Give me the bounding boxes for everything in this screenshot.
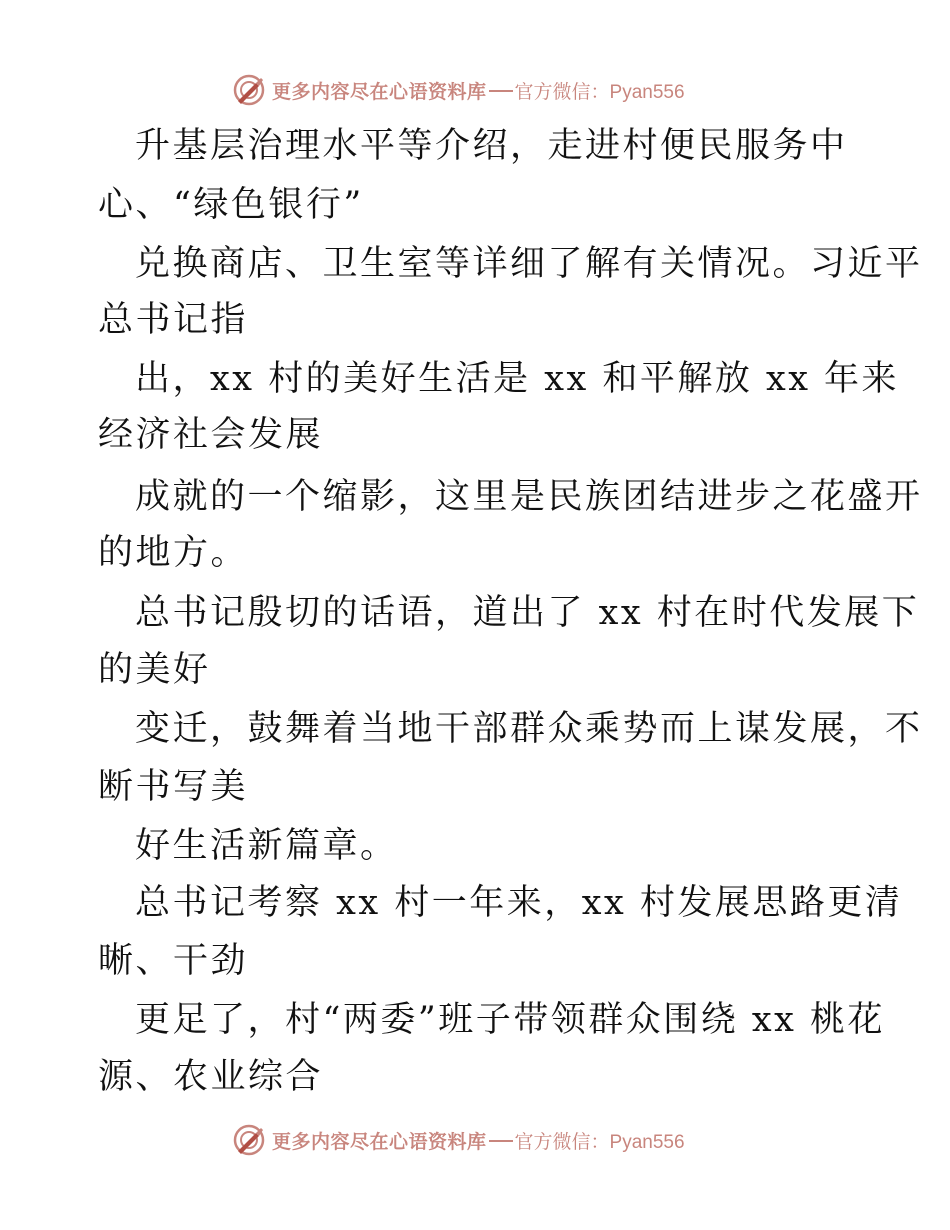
- body-line: 晰、干劲: [98, 941, 249, 981]
- body-line: 变迁，鼓舞着当地干部群众乘势而上谋发展，不: [135, 709, 923, 749]
- pen-logo-icon: [232, 1123, 266, 1157]
- watermark-dash: [489, 1140, 513, 1142]
- body-line: 兑换商店、卫生室等详细了解有关情况。习近平: [135, 244, 923, 284]
- watermark-brand: 更多内容尽在心语资料库: [272, 1130, 487, 1153]
- footer-watermark: [232, 1122, 685, 1158]
- pen-logo-icon: [232, 73, 266, 107]
- watermark-contact: 官方微信：Pyan556: [514, 1131, 685, 1153]
- body-line: 好生活新篇章。: [135, 826, 398, 866]
- body-line: 的美好: [98, 650, 211, 690]
- body-line: 总书记考察 xx 村一年来，xx 村发展思路更清: [135, 883, 903, 923]
- body-line: 升基层治理水平等介绍，走进村便民服务中: [135, 126, 848, 166]
- watermark-contact: 官方微信：Pyan556: [514, 81, 685, 103]
- body-line: 出，xx 村的美好生活是 xx 和平解放 xx 年来: [135, 359, 900, 399]
- body-line: 源、农业综合: [98, 1057, 324, 1097]
- body-line: 更足了，村“两委”班子带领群众围绕 xx 桃花: [135, 1000, 886, 1040]
- body-line: 的地方。: [98, 533, 249, 573]
- body-line: 总书记指: [98, 300, 249, 340]
- body-line: 经济社会发展: [98, 415, 324, 455]
- body-line: 断书写美: [98, 767, 249, 807]
- watermark-dash: [489, 90, 513, 92]
- watermark-brand: 更多内容尽在心语资料库: [272, 80, 487, 103]
- body-line: 成就的一个缩影，这里是民族团结进步之花盛开: [135, 477, 923, 517]
- body-line: 心、“绿色银行”: [98, 185, 364, 225]
- header-watermark: [232, 72, 685, 108]
- body-line: 总书记殷切的话语，道出了 xx 村在时代发展下: [135, 593, 920, 633]
